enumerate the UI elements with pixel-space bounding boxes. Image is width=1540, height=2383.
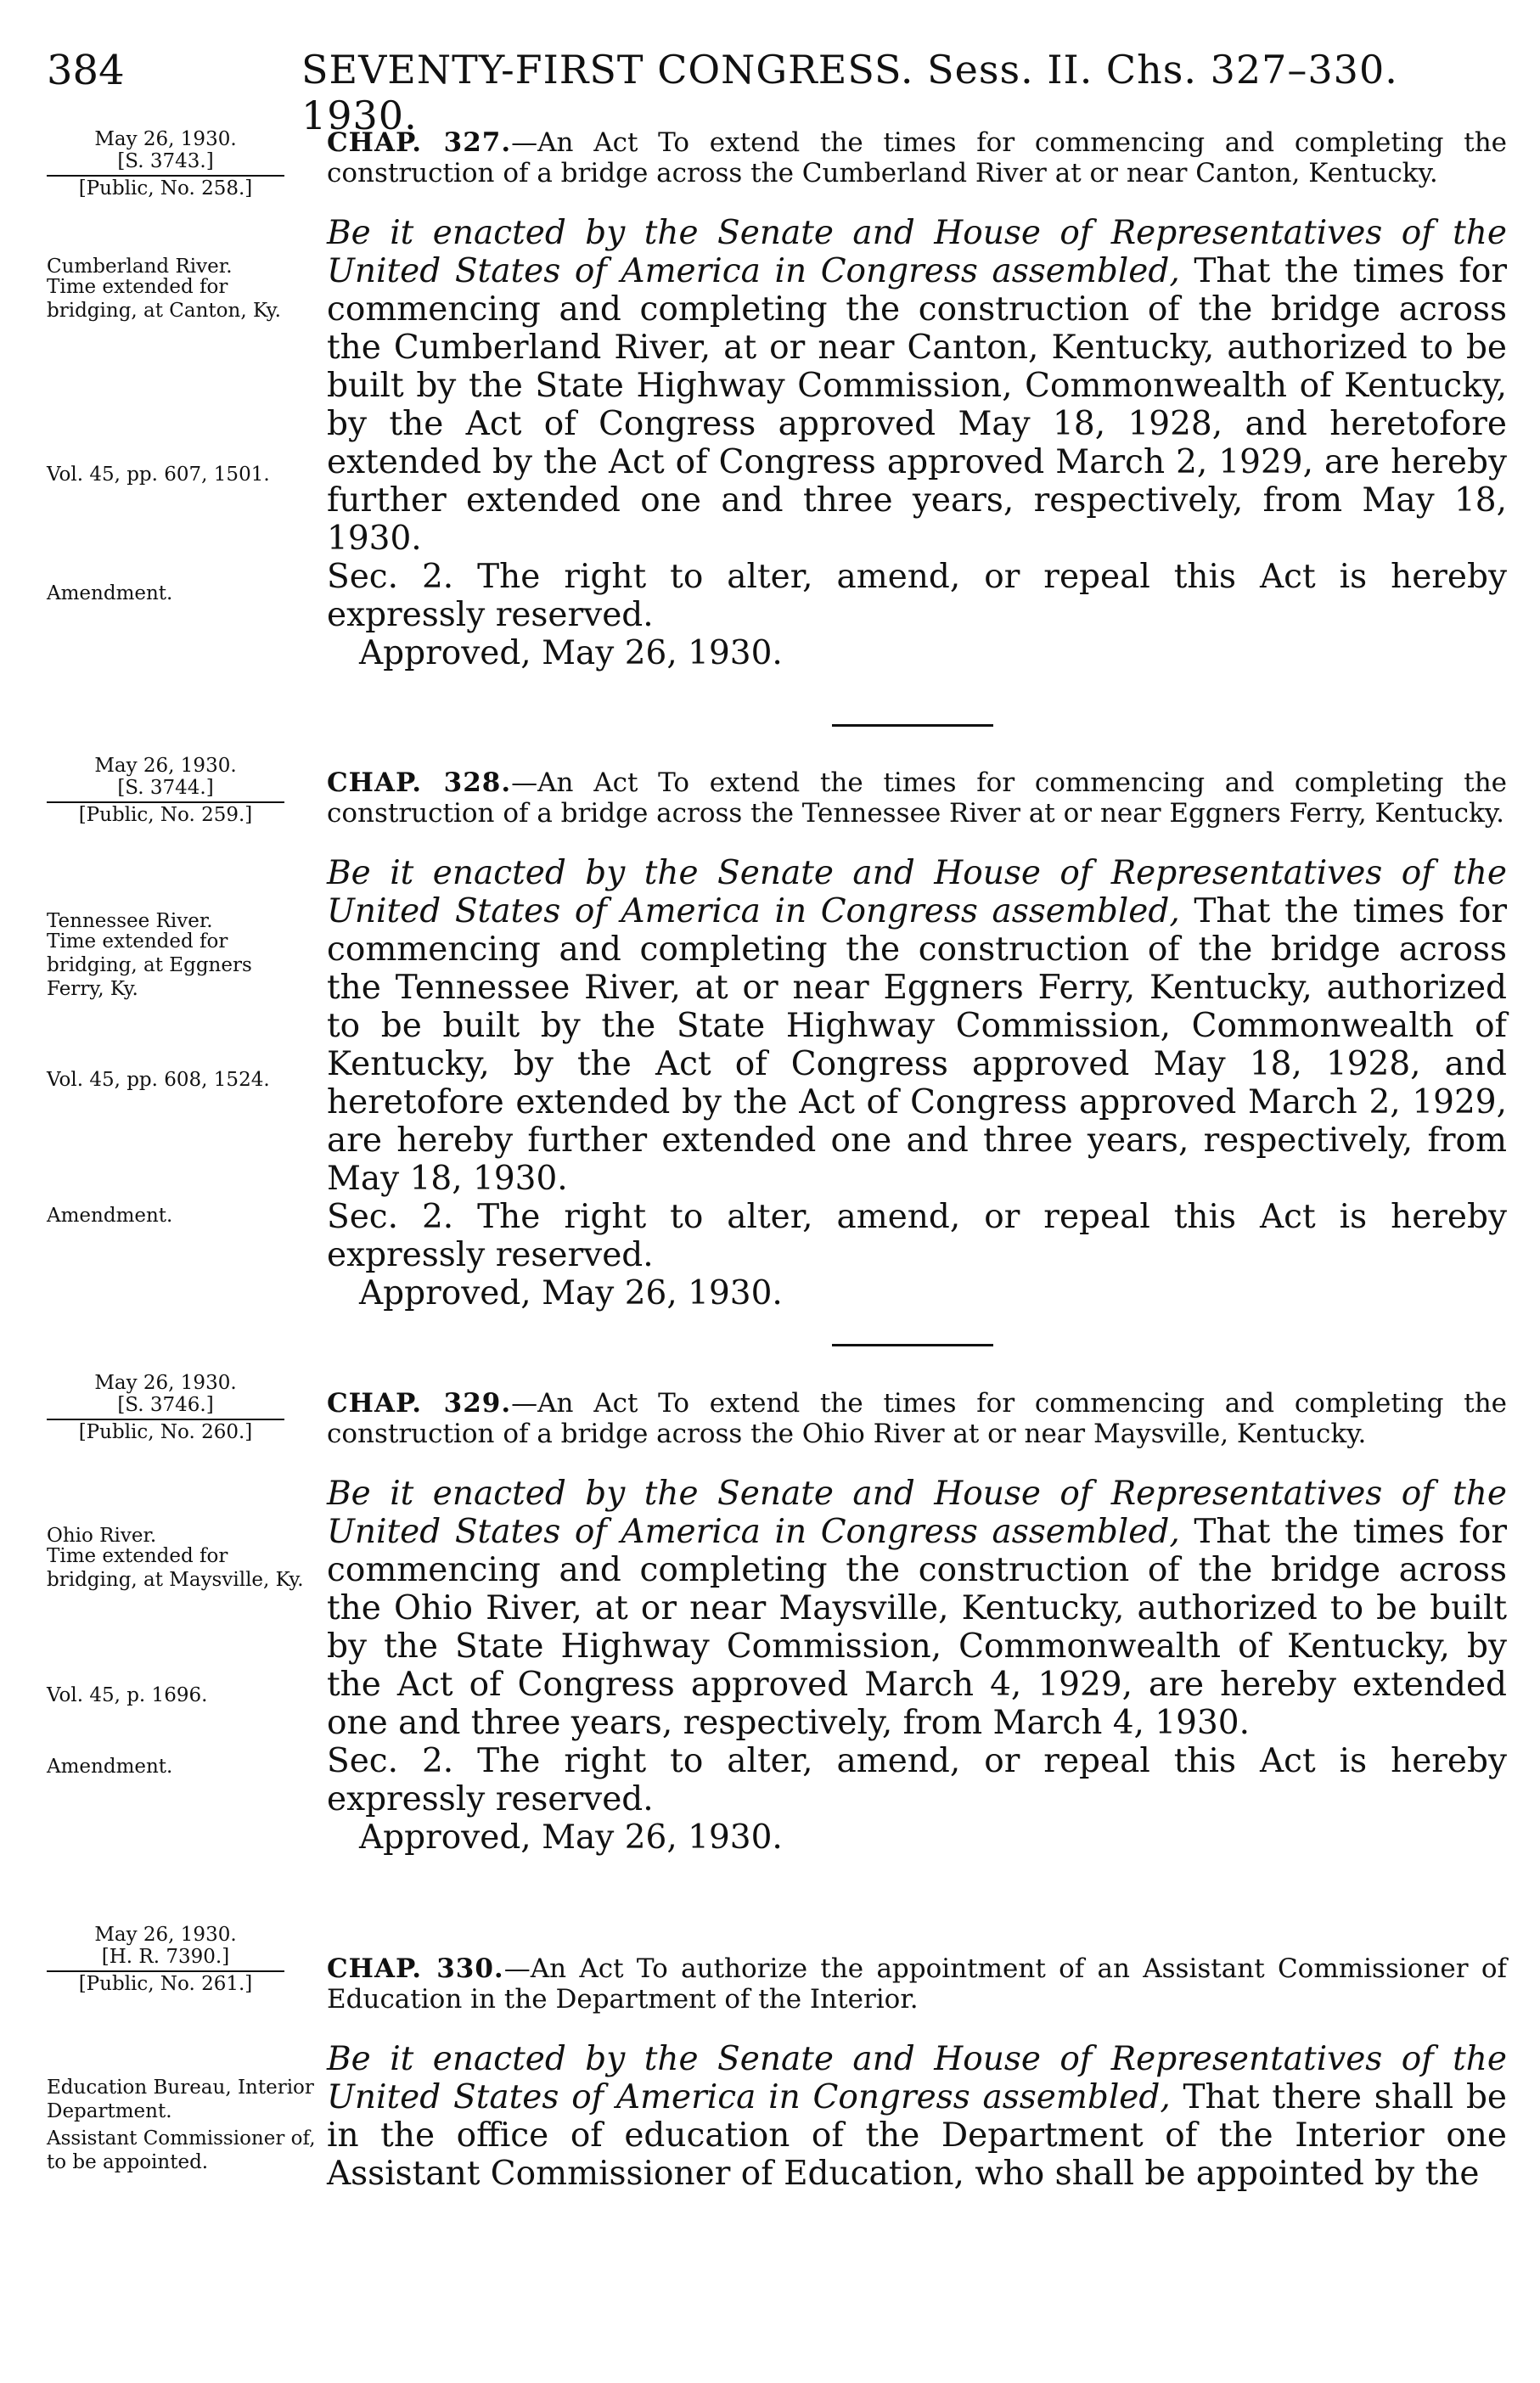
enacting-clause: Be it enacted by the Senate and House of Representatives of the United States of America in Congress assembled, <box>327 214 1507 290</box>
chapter-heading <box>327 1388 1507 1449</box>
chapter-separator <box>832 1344 993 1346</box>
margin-detail: Time extended for bridging, at Canton, Ky. <box>47 276 281 322</box>
running-head: SEVENTY-FIRST CONGRESS. Sess. II. Chs. 327–330. 1930. <box>301 47 1398 138</box>
chapter-heading <box>327 127 1507 188</box>
section-2-text: Sec. 2. The right to alter, amend, or repeal this Act is hereby expressly reserved. <box>327 558 1507 634</box>
enacting-clause: Be it enacted by the Senate and House of Representatives of the United States of America in Congress assembled, <box>327 854 1507 930</box>
margin-date: May 26, 1930. <box>94 1372 237 1394</box>
margin-subject: Cumberland River. <box>47 256 233 278</box>
chapter-heading <box>327 1953 1507 2015</box>
margin-bill-number: [H. R. 7390.] <box>101 1946 230 1968</box>
chapter-327 <box>47 127 1508 705</box>
margin-amendment: Amendment. <box>47 1205 173 1227</box>
enacting-paragraph <box>327 214 1507 558</box>
margin-amendment: Amendment. <box>47 1756 173 1778</box>
section-2-text: Sec. 2. The right to alter, amend, or repeal this Act is hereby expressly reserved. <box>327 1198 1507 1274</box>
enacting-paragraph <box>327 854 1507 1198</box>
enacting-clause: Be it enacted by the Senate and House of Representatives of the United States of America in Congress assembled, <box>327 1475 1507 1551</box>
chapter-separator <box>832 724 993 727</box>
margin-bill-number: [S. 3746.] <box>117 1394 214 1416</box>
margin-subject: Education Bureau, Interior Department. <box>47 2077 314 2122</box>
section-1-text: That the times for commencing and completing the construction of the bridge across the Ohio River, at or near Maysville, Kentucky, authorized to be built by the State Highway Commission, Commonwealth of Kentucky, by the Act of Congress approved March 4, 1929, are hereby extended one and three years, respectively, from March 4, 1930. <box>327 1513 1507 1742</box>
chapter-title: —An Act To extend the times for commencing and completing the construction of a bridge across the Cumberland River at or near Canton, Kentucky. <box>327 127 1508 188</box>
chapter-label: CHAP. 328. <box>327 767 512 798</box>
chapter-label: CHAP. 327. <box>327 127 512 158</box>
margin-subject: Tennessee River. <box>47 910 213 932</box>
chapter-330 <box>47 1923 1508 2203</box>
approved-line: Approved, May 26, 1930. <box>359 1274 783 1312</box>
margin-reference: Vol. 45, p. 1696. <box>47 1684 208 1706</box>
chapter-label: CHAP. 330. <box>327 1953 504 1984</box>
margin-bill-number: [S. 3743.] <box>117 150 214 172</box>
section-2-text: Sec. 2. The right to alter, amend, or repeal this Act is hereby expressly reserved. <box>327 1742 1507 1818</box>
enacting-clause: Be it enacted by the Senate and House of Representatives of the United States of America in Congress assembled, <box>327 2040 1507 2116</box>
chapter-body <box>327 1388 1507 1857</box>
margin-detail: Assistant Commissioner of, to be appointed. <box>47 2127 316 2173</box>
margin-date: May 26, 1930. <box>94 1924 237 1946</box>
margin-amendment: Amendment. <box>47 582 173 604</box>
chapter-329 <box>47 1371 1508 1897</box>
chapter-body <box>327 1953 1507 2193</box>
chapter-label: CHAP. 329. <box>327 1388 512 1419</box>
margin-date: May 26, 1930. <box>94 128 237 150</box>
chapter-heading <box>327 767 1507 829</box>
enacting-paragraph <box>327 1475 1507 1742</box>
approved-line: Approved, May 26, 1930. <box>359 1818 783 1857</box>
chapter-title: —An Act To authorize the appointment of an Assistant Commissioner of Education in the Department of the Interior. <box>327 1953 1508 2015</box>
section-1-text: That the times for commencing and completing the construction of the bridge across the Tennessee River, at or near Eggners Ferry, Kentucky, authorized to be built by the State Highway Commission, Commonwealth of Kentucky, by the Act of Congress approved May 18, 1928, and heretofore extended by the Act of Congress approved March 2, 1929, are hereby further extended one and three years, respectively, from May 18, 1930. <box>327 892 1507 1198</box>
margin-detail: Time extended for bridging, at Eggners Ferry, Ky. <box>47 930 252 1000</box>
margin-public-number: [Public, No. 261.] <box>78 1973 253 1995</box>
margin-bill-number: [S. 3744.] <box>117 777 214 799</box>
section-1-text: That the times for commencing and completing the construction of the bridge across the Cumberland River, at or near Canton, Kentucky, authorized to be built by the State Highway Commission, Commonwealth of Kentucky, by the Act of Congress approved May 18, 1928, and heretofore extended by the Act of Congress approved March 2, 1929, are hereby further extended one and three years, respectively, from May 18, 1930. <box>327 252 1507 558</box>
margin-reference: Vol. 45, pp. 607, 1501. <box>47 464 270 486</box>
approved-line: Approved, May 26, 1930. <box>359 634 783 672</box>
page-header <box>47 47 1464 138</box>
margin-reference: Vol. 45, pp. 608, 1524. <box>47 1069 270 1091</box>
page-number: 384 <box>47 47 125 94</box>
chapter-title: —An Act To extend the times for commencing and completing the construction of a bridge across the Ohio River at or near Maysville, Kentucky. <box>327 1388 1508 1449</box>
chapter-328 <box>47 754 1508 1331</box>
chapter-title: —An Act To extend the times for commencing and completing the construction of a bridge across the Tennessee River at or near Eggners Ferry, Kentucky. <box>327 767 1508 829</box>
margin-public-number: [Public, No. 258.] <box>78 177 253 200</box>
margin-date: May 26, 1930. <box>94 755 237 777</box>
chapter-body <box>327 767 1507 1312</box>
chapter-body <box>327 127 1507 672</box>
enacting-paragraph <box>327 2040 1507 2193</box>
margin-public-number: [Public, No. 260.] <box>78 1421 253 1443</box>
margin-public-number: [Public, No. 259.] <box>78 804 253 826</box>
margin-detail: Time extended for bridging, at Maysville, Ky. <box>47 1545 304 1591</box>
margin-subject: Ohio River. <box>47 1525 157 1547</box>
section-1-text: That there shall be in the office of education of the Department of the Interior one Assistant Commissioner of Education, who shall be appointed by the <box>327 2078 1507 2193</box>
